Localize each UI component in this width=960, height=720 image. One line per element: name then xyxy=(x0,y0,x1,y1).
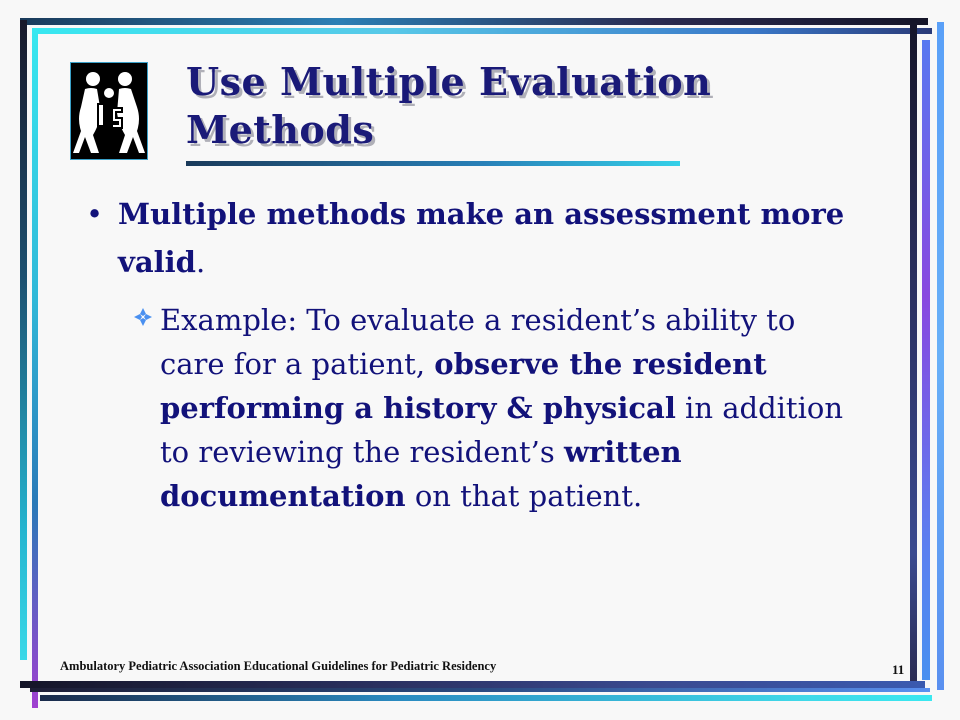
sub-bullet-text-3: on that patient. xyxy=(405,479,643,513)
frame-bar-bottom-accent xyxy=(30,688,930,692)
frame-bar-top-accent xyxy=(32,28,932,34)
slide-title-line1: Use Multiple Evaluation xyxy=(186,59,712,104)
bullet-point-1 xyxy=(86,190,876,286)
frame-bar-left-accent xyxy=(32,28,38,708)
frame-bar-right-outer xyxy=(937,22,944,690)
bullet-dot-icon: • xyxy=(86,197,104,231)
slide-title-line2: Methods xyxy=(186,107,375,152)
slide-title xyxy=(186,58,711,154)
slide-footer: Ambulatory Pediatric Association Educational Guidelines for Pediatric Residency xyxy=(60,659,497,673)
sub-bullet-text-1: Example: To evaluate a resident’s ability to care for a patient, xyxy=(160,303,796,381)
organization-logo-icon xyxy=(70,62,148,160)
sub-bullet-bold-1: observe the resident performing a history & physical xyxy=(160,347,767,425)
frame-bar-right xyxy=(910,18,917,688)
frame-bar-bottom-outer xyxy=(40,695,932,701)
sub-bullet-text-2: in addition to reviewing the resident’s xyxy=(160,391,843,469)
frame-bar-bottom xyxy=(20,681,925,688)
sub-bullet-example xyxy=(132,298,852,518)
bullet-1-text xyxy=(118,190,876,286)
frame-bar-left xyxy=(20,20,27,660)
sub-bullet-bold-2: written documentation xyxy=(160,435,682,513)
diamond-bullet-icon xyxy=(132,306,154,328)
page-number: 11 xyxy=(892,662,905,677)
frame-bar-top xyxy=(20,18,928,25)
bullet-1-bold-text: Multiple methods make an assessment more valid xyxy=(118,197,845,279)
frame-bar-right-accent xyxy=(922,40,930,680)
bullet-1-rest: . xyxy=(195,245,206,279)
sub-bullet-text xyxy=(160,298,852,518)
title-underline xyxy=(186,161,680,166)
